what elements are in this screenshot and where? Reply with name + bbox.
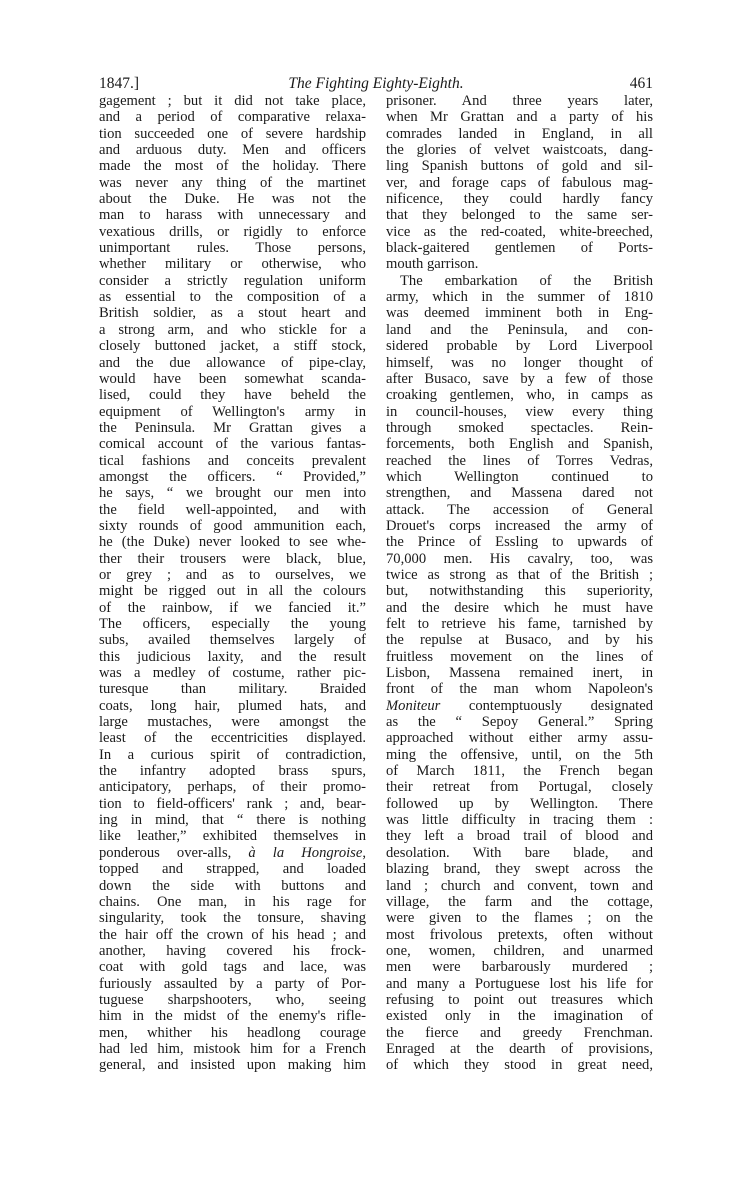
- text-line: was a medley of costume, rather pic-: [99, 665, 366, 682]
- text-line: British soldier, as a stout heart and: [99, 305, 366, 322]
- text-line: topped and strapped, and loaded: [99, 861, 366, 878]
- text-line: general, and insisted upon making him: [99, 1057, 366, 1074]
- text-line: equipment of Wellington's army in: [99, 403, 366, 420]
- text-line: down the side with buttons and: [99, 877, 366, 894]
- text-line: In a curious spirit of contradiction,: [99, 746, 366, 763]
- text-line: blazing brand, they swept across the: [386, 861, 653, 878]
- text-line: and many a Portuguese lost his life for: [386, 975, 653, 992]
- text-line: tion succeeded one of severe hardship: [99, 125, 366, 142]
- text-line: tuguese sharpshooters, who, seeing: [99, 991, 366, 1008]
- text-line: was never any thing of the martinet: [99, 174, 366, 191]
- text-line: of the rainbow, if we fancied it.”: [99, 599, 366, 616]
- page-number: 461: [629, 75, 653, 92]
- text-line: amongst the officers. “ Provided,”: [99, 468, 366, 485]
- text-line: the infantry adopted brass spurs,: [99, 763, 366, 780]
- text-line: attack. The accession of General: [386, 501, 653, 518]
- text-line: as essential to the composition of a: [99, 289, 366, 306]
- line-text: ponderous over-alls,: [99, 844, 249, 861]
- text-line: army, which in the summer of 1810: [386, 289, 653, 306]
- text-line: men were barbarously murdered ;: [386, 959, 653, 976]
- text-line: [99, 845, 366, 861]
- text-line: black-gaitered gentlemen of Ports-: [386, 240, 653, 257]
- text-line: was little difficulty in tracing them :: [386, 812, 653, 829]
- line-text: contemptuously designated: [440, 697, 653, 714]
- text-line: but, notwithstanding this superiority,: [386, 583, 653, 600]
- italic-text: Moniteur: [386, 697, 441, 714]
- text-line: through smoked spectacles. Rein-: [386, 419, 653, 436]
- text-line: this judicious laxity, and the result: [99, 648, 366, 665]
- text-line: land and the Peninsula, and con-: [386, 321, 653, 338]
- text-line: the Peninsula. Mr Grattan gives a: [99, 419, 366, 436]
- text-line: most frivolous pretexts, often without: [386, 926, 653, 943]
- text-line: followed up by Wellington. There: [386, 795, 653, 812]
- text-line: strengthen, and Massena dared not: [386, 485, 653, 502]
- text-line: they left a broad trail of blood and: [386, 828, 653, 845]
- running-head: [99, 74, 653, 94]
- text-line: about the Duke. He was not the: [99, 191, 366, 208]
- text-line: as the “ Sepoy General.” Spring: [386, 714, 653, 731]
- text-line: him in the midst of the enemy's rifle-: [99, 1008, 366, 1025]
- text-line: comical account of the various fantas-: [99, 436, 366, 453]
- text-line: approached without either army assu-: [386, 730, 653, 747]
- text-line: sidered probable by Lord Liverpool: [386, 338, 653, 355]
- text-line: man to harass with unnecessary and: [99, 207, 366, 224]
- text-line: nificence, they could hardly fancy: [386, 191, 653, 208]
- text-line: and arduous duty. Men and officers: [99, 142, 366, 159]
- text-line: anticipatory, perhaps, of their promo-: [99, 779, 366, 796]
- text-line: one, women, children, and unarmed: [386, 942, 653, 959]
- text-line: sixty rounds of good ammunition each,: [99, 517, 366, 534]
- text-line: turesque than military. Braided: [99, 681, 366, 698]
- text-line: closely buttoned jacket, a stiff stock,: [99, 338, 366, 355]
- text-line: fruitless movement on the lines of: [386, 648, 653, 665]
- text-line: unimportant rules. Those persons,: [99, 240, 366, 257]
- text-line: croaking gentlemen, who, in camps as: [386, 387, 653, 404]
- text-line: might be rigged out in all the colours: [99, 583, 366, 600]
- text-line: men, whither his headlong courage: [99, 1024, 366, 1041]
- italic-text: à la Hongroise: [248, 844, 363, 861]
- text-line: land ; church and convent, town and: [386, 877, 653, 894]
- text-line: [386, 698, 653, 714]
- text-line: of which they stood in great need,: [386, 1057, 653, 1074]
- right-column: [386, 93, 653, 1074]
- text-line: the Prince of Essling to upwards of: [386, 534, 653, 551]
- text-line: Lisbon, Massena remained inert, in: [386, 665, 653, 682]
- text-line: and the due allowance of pipe-clay,: [99, 354, 366, 371]
- text-line: chains. One man, in his rage for: [99, 893, 366, 910]
- text-line: would have been somewhat scanda-: [99, 370, 366, 387]
- text-line: existed only in the imagination of: [386, 1008, 653, 1025]
- text-line: made the most of the holiday. There: [99, 158, 366, 175]
- text-line: like leather,” exhibited themselves in: [99, 828, 366, 845]
- text-line: village, the farm and the cottage,: [386, 893, 653, 910]
- text-line: 70,000 men. His cavalry, too, was: [386, 550, 653, 567]
- text-line: gagement ; but it did not take place,: [99, 93, 366, 109]
- text-line: was deemed imminent both in Eng-: [386, 305, 653, 322]
- text-line: The officers, especially the young: [99, 616, 366, 632]
- text-line: the fierce and greedy Frenchman.: [386, 1024, 653, 1041]
- text-line: coat with gold tags and lace, was: [99, 959, 366, 976]
- text-line: large mustaches, were amongst the: [99, 714, 366, 731]
- text-line: which Wellington continued to: [386, 468, 653, 485]
- text-line: were given to the flames ; on the: [386, 910, 653, 927]
- text-line: and a period of comparative relaxa-: [99, 109, 366, 126]
- text-line: the hair off the crown of his head ; and: [99, 926, 366, 943]
- text-line: furiously assaulted by a party of Por-: [99, 975, 366, 992]
- text-line: himself, was no longer thought of: [386, 354, 653, 371]
- text-line: singularity, took the tonsure, shaving: [99, 910, 366, 927]
- text-line: vice as the red-coated, white-breeched,: [386, 223, 653, 240]
- text-line: tical fashions and conceits prevalent: [99, 452, 366, 469]
- text-line: the repulse at Busaco, and by his: [386, 632, 653, 649]
- text-line: in council-houses, view every thing: [386, 403, 653, 420]
- text-line: consider a strictly regulation uniform: [99, 272, 366, 289]
- text-line: or grey ; and as to ourselves, we: [99, 566, 366, 583]
- text-line: the glories of velvet waistcoats, dang-: [386, 142, 653, 159]
- text-line: lised, could they have beheld the: [99, 387, 366, 404]
- text-line: subs, availed themselves largely of: [99, 632, 366, 649]
- text-line: that they belonged to the same ser-: [386, 207, 653, 224]
- text-line: comrades landed in England, in all: [386, 125, 653, 142]
- text-line: and the desire which he must have: [386, 599, 653, 616]
- text-line: ling Spanish buttons of gold and sil-: [386, 158, 653, 175]
- header-year: 1847.]: [99, 75, 140, 92]
- text-line: refusing to point out treasures which: [386, 991, 653, 1008]
- text-line: a strong arm, and who stickle for a: [99, 321, 366, 338]
- text-line: mouth garrison.: [386, 256, 479, 273]
- text-line: their retreat from Portugal, closely: [386, 779, 653, 796]
- text-line: he (the Duke) never looked to see whe-: [99, 534, 366, 551]
- text-line: prisoner. And three years later,: [386, 93, 653, 109]
- text-line: the field well-appointed, and with: [99, 501, 366, 518]
- line-text: ,: [362, 844, 366, 861]
- text-line: felt to retrieve his fame, tarnished by: [386, 616, 653, 632]
- text-line: The embarkation of the British: [400, 272, 653, 289]
- text-line: of March 1811, the French began: [386, 763, 653, 780]
- text-line: had led him, mistook him for a French: [99, 1040, 366, 1057]
- text-line: another, having covered his frock-: [99, 942, 366, 959]
- text-line: Enraged at the dearth of provisions,: [386, 1040, 653, 1057]
- header-title: The Fighting Eighty-Eighth.: [288, 75, 464, 92]
- text-line: ver, and forage caps of fabulous mag-: [386, 174, 653, 191]
- text-line: reached the lines of Torres Vedras,: [386, 452, 653, 469]
- text-line: least of the eccentricities displayed.: [99, 730, 366, 747]
- text-line: desolation. With bare blade, and: [386, 844, 653, 861]
- text-line: ther their trousers were black, blue,: [99, 550, 366, 567]
- text-line: Drouet's corps increased the army of: [386, 517, 653, 534]
- text-line: tion to field-officers' rank ; and, bear-: [99, 795, 366, 812]
- text-line: front of the man whom Napoleon's: [386, 681, 653, 698]
- text-line: twice as strong as that of the British ;: [386, 566, 653, 583]
- text-line: he says, “ we brought our men into: [99, 485, 366, 502]
- text-line: forcements, both English and Spanish,: [386, 436, 653, 453]
- text-line: when Mr Grattan and a party of his: [386, 109, 653, 126]
- text-line: vexatious drills, or rigidly to enforce: [99, 223, 366, 240]
- text-line: ing in mind, that “ there is nothing: [99, 812, 366, 829]
- text-line: whether military or otherwise, who: [99, 256, 366, 273]
- text-line: after Busaco, save by a few of those: [386, 370, 653, 387]
- text-line: ming the offensive, until, on the 5th: [386, 746, 653, 763]
- text-line: coats, long hair, plumed hats, and: [99, 697, 366, 714]
- left-column: [99, 93, 366, 1074]
